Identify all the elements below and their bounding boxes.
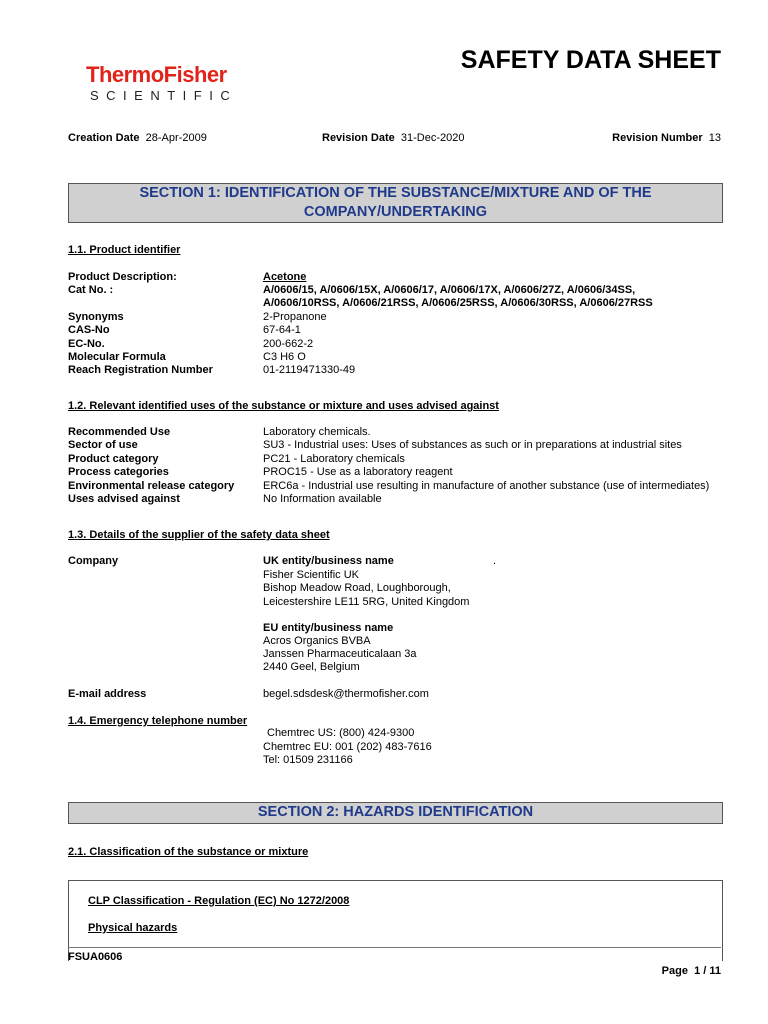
clp-title: CLP Classification - Regulation (EC) No 1272/2008 [88,895,350,907]
section1-heading-line2: COMPANY/UNDERTAKING [303,204,488,220]
revision-number-value: 13 [708,132,721,144]
revision-date [322,132,464,144]
subsection-1-3-title: 1.3. Details of the supplier of the safety data sheet [68,529,330,541]
use-label: Environmental release category [68,480,235,492]
reach-label: Reach Registration Number [68,364,213,376]
company-label: Company [68,555,119,567]
phone-line: Chemtrec US: (800) 424-9300 [267,727,415,739]
section1-heading [68,183,723,223]
catno-label: Cat No. : [68,284,114,296]
use-label: Sector of use [68,439,138,451]
use-value: ERC6a - Industrial use resulting in manufacture of another substance (use of intermediates) [263,480,710,492]
cas-label: CAS-No [68,324,110,336]
creation-date-value: 28-Apr-2009 [145,132,207,144]
uk-entity-dot: . [493,555,497,567]
page-number-label: Page [661,965,688,977]
revision-date-label: Revision Date [322,132,395,144]
use-value: PROC15 - Use as a laboratory reagent [263,466,453,478]
page-number [662,965,721,977]
synonyms-label: Synonyms [68,311,124,323]
footer-doc-code: FSUA0606 [68,951,123,963]
clp-classification-box [68,880,723,961]
eu-entity-heading: EU entity/business name [263,622,394,634]
eu-address-line: Acros Organics BVBA [263,635,371,647]
uk-entity-heading: UK entity/business name [263,555,394,567]
use-label: Uses advised against [68,493,180,505]
page-number-value: 1 / 11 [694,965,721,977]
section2-heading: SECTION 2: HAZARDS IDENTIFICATION [68,802,723,824]
email-label: E-mail address [68,688,147,700]
footer-divider [68,947,721,948]
logo-subtitle: SCIENTIFIC [90,88,238,103]
revision-date-value: 31-Dec-2020 [400,132,465,144]
creation-date-label: Creation Date [68,132,140,144]
catno-value-line2: A/0606/10RSS, A/0606/21RSS, A/0606/25RSS, A/0606/30RSS, A/0606/27RSS [263,297,653,309]
eu-address-line: Janssen Pharmaceuticalaan 3a [263,648,417,660]
use-value: Laboratory chemicals. [263,426,371,438]
synonyms-value: 2-Propanone [263,311,327,323]
phone-line: Chemtrec EU: 001 (202) 483-7616 [263,741,432,753]
reach-value: 01-2119471330-49 [263,364,356,376]
formula-value: C3 H6 O [263,351,306,363]
ec-value: 200-662-2 [263,338,314,350]
email-value[interactable]: begel.sdsdesk@thermofisher.com [263,688,429,700]
formula-label: Molecular Formula [68,351,166,363]
use-label: Process categories [68,466,169,478]
subsection-1-4-title: 1.4. Emergency telephone number [68,715,248,727]
revision-number-label: Revision Number [612,132,703,144]
creation-date [68,132,207,144]
subsection-2-1-title: 2.1. Classification of the substance or mixture [68,846,309,858]
phone-line: Tel: 01509 231166 [263,754,353,766]
cas-value: 67-64-1 [263,324,301,336]
product-value: Acetone [263,271,307,283]
use-label: Product category [68,453,159,465]
logo-wordmark: ThermoFisher [86,62,227,87]
physical-hazards-title: Physical hazards [88,922,178,934]
catno-value-line1: A/0606/15, A/0606/15X, A/0606/17, A/0606/17X, A/0606/27Z, A/0606/34SS, [263,284,636,296]
page-title: SAFETY DATA SHEET [460,46,721,74]
revision-number [612,132,721,144]
uk-address-line: Fisher Scientific UK [263,569,359,581]
ec-label: EC-No. [68,338,105,350]
use-label: Recommended Use [68,426,171,438]
section1-heading-line1: SECTION 1: IDENTIFICATION OF THE SUBSTANCE/MIXTURE AND OF THE [139,185,652,201]
uk-address-line: Bishop Meadow Road, Loughborough, [263,582,451,594]
subsection-1-2-title: 1.2. Relevant identified uses of the substance or mixture and uses advised against [68,400,499,412]
eu-address-line: 2440 Geel, Belgium [263,661,360,673]
use-value: SU3 - Industrial uses: Uses of substances as such or in preparations at industrial sites [263,439,682,451]
use-value: PC21 - Laboratory chemicals [263,453,405,465]
subsection-1-1-title: 1.1. Product identifier [68,244,181,256]
use-value: No Information available [263,493,382,505]
uk-address-line: Leicestershire LE11 5RG, United Kingdom [263,596,470,608]
product-label: Product Description: [68,271,177,283]
